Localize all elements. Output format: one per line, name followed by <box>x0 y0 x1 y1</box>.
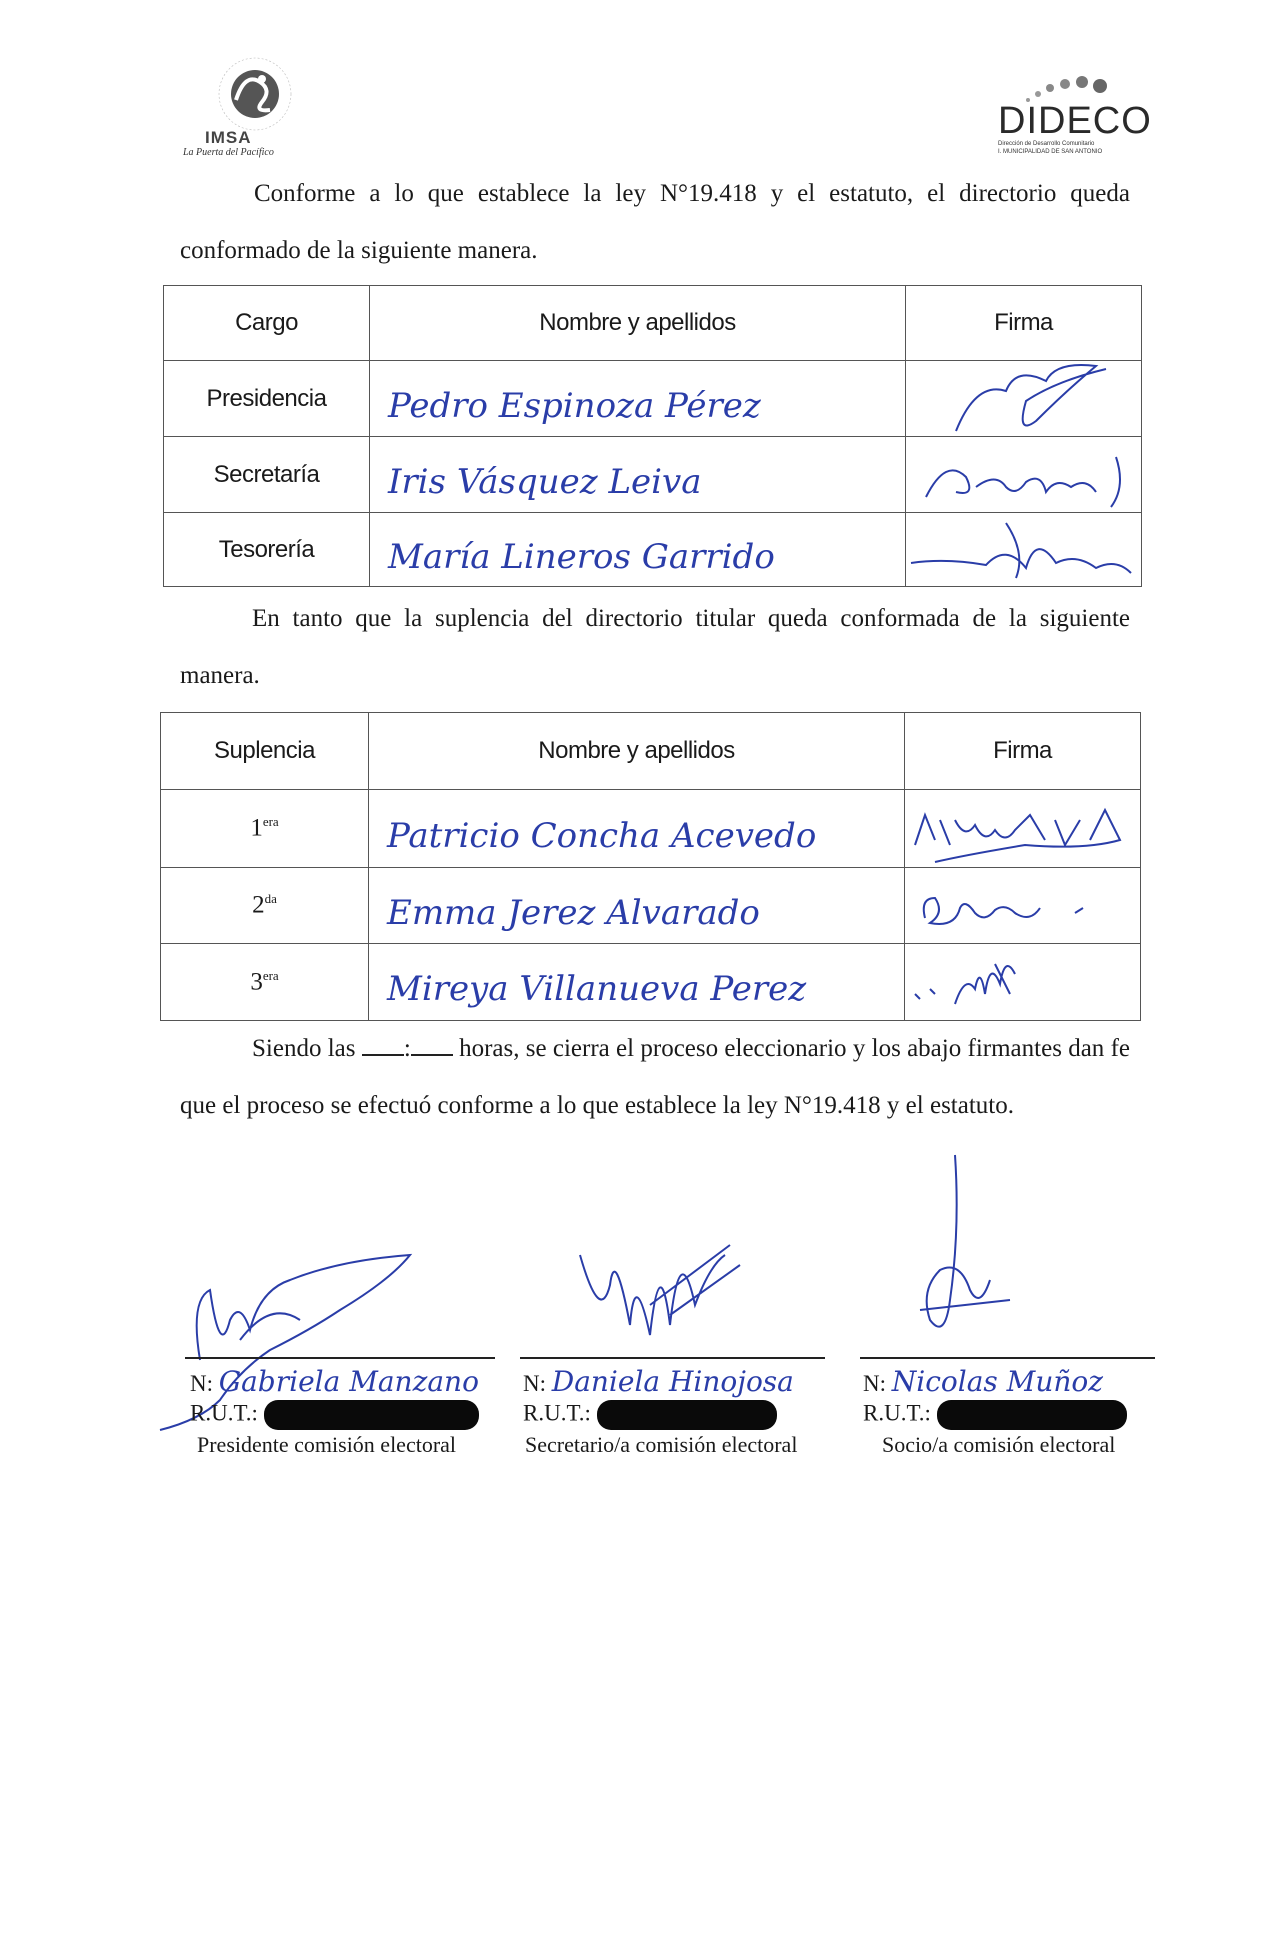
header-cargo: Cargo <box>164 286 370 361</box>
handwritten-name: Nicolas Muñoz <box>891 1365 1104 1398</box>
signature-cell <box>906 361 1142 437</box>
name-cell <box>370 513 906 587</box>
table-row <box>164 513 1142 587</box>
signature-cell <box>905 944 1141 1021</box>
signature-cell <box>906 437 1142 513</box>
signatory-rut-row: R.U.T.: <box>523 1400 777 1430</box>
handwritten-name: Iris Vásquez Leiva <box>388 461 702 502</box>
handwritten-name: Pedro Espinoza Pérez <box>388 385 761 426</box>
table-row <box>164 361 1142 437</box>
suplencia-number: $3^{era}$ <box>161 944 369 1021</box>
table-row <box>164 437 1142 513</box>
header-firma: Firma <box>906 286 1142 361</box>
handwritten-signature <box>905 868 1140 944</box>
handwritten-signature <box>906 513 1141 587</box>
signatory-rut-row: R.U.T.: <box>863 1400 1127 1430</box>
cargo-cell: Secretaría <box>164 437 370 513</box>
suplencia-number: $2^{da}$ <box>161 868 369 944</box>
table-row <box>161 790 1141 868</box>
name-cell <box>370 361 906 437</box>
handwritten-name: Emma Jerez Alvarado <box>387 892 760 933</box>
name-cell <box>370 437 906 513</box>
signatory-role: Presidente comisión electoral <box>197 1432 457 1457</box>
hour-blank <box>362 1034 404 1056</box>
directorio-table <box>163 285 1142 587</box>
name-cell <box>369 790 905 868</box>
signature-cell <box>906 513 1142 587</box>
handwritten-signature <box>906 361 1141 437</box>
header-suplencia: Suplencia <box>161 713 369 790</box>
imsa-name: IMSA <box>205 128 252 147</box>
signatory-role: Secretario/a comisión electoral <box>525 1432 798 1457</box>
table-row <box>161 868 1141 944</box>
redacted-rut <box>264 1400 479 1430</box>
handwritten-name: Patricio Concha Acevedo <box>387 815 817 856</box>
minute-blank <box>411 1034 453 1056</box>
handwritten-signature <box>905 944 1140 1021</box>
handwritten-signature <box>906 437 1141 513</box>
cargo-cell: Presidencia <box>164 361 370 437</box>
name-cell <box>369 944 905 1021</box>
signature-line <box>520 1357 825 1359</box>
closing-paragraph: Siendo las : horas, se cierra el proceso eleccionario y los abajo firmantes dan fe que el proceso se efectuó conforme a lo que establece la ley N°19.418 y el estatuto. <box>180 1035 1131 1119</box>
table-header-row <box>164 286 1142 361</box>
handwritten-name: Mireya Villanueva Perez <box>387 969 807 1009</box>
table-header-row <box>161 713 1141 790</box>
intro-paragraph: Conforme a lo que establece la ley N°19.418 y el estatuto, el directorio queda conformado de la siguiente manera. <box>180 180 1130 264</box>
header-firma: Firma <box>905 713 1141 790</box>
table-row <box>161 944 1141 1021</box>
signature-cell <box>905 868 1141 944</box>
signature-socio <box>900 1150 1020 1350</box>
signature-secretario <box>560 1225 760 1365</box>
name-cell <box>369 868 905 944</box>
suplencia-table <box>160 712 1141 1021</box>
handwritten-signature <box>905 790 1140 868</box>
header-nombre: Nombre y apellidos <box>369 713 905 790</box>
signature-line <box>860 1357 1155 1359</box>
handwritten-name: Daniela Hinojosa <box>551 1365 794 1398</box>
signatory-name-row: N: Daniela Hinojosa <box>523 1365 794 1398</box>
signatory-name-row: N: Nicolas Muñoz <box>863 1365 1104 1398</box>
dideco-subtitle: Dirección de Desarrollo Comunitario <box>998 141 1095 147</box>
signatory-role: Socio/a comisión electoral <box>882 1432 1116 1457</box>
imsa-motto: La Puerta del Pacífico <box>183 147 274 158</box>
signature-cell <box>905 790 1141 868</box>
dideco-municipality: I. MUNICIPALIDAD DE SAN ANTONIO <box>998 149 1103 155</box>
signatory-rut-row: R.U.T.: <box>190 1400 479 1430</box>
handwritten-name: María Lineros Garrido <box>388 536 775 577</box>
redacted-rut <box>597 1400 777 1430</box>
handwritten-name: Gabriela Manzano <box>218 1365 479 1398</box>
signatory-name-row: N: Gabriela Manzano <box>190 1365 479 1398</box>
suplencia-number: $1^{era}$ <box>161 790 369 868</box>
header-nombre: Nombre y apellidos <box>370 286 906 361</box>
signature-line <box>185 1357 495 1359</box>
cargo-cell: Tesorería <box>164 513 370 587</box>
suplencia-paragraph: En tanto que la suplencia del directorio titular queda conformada de la siguiente manera. <box>180 605 1130 689</box>
redacted-rut <box>937 1400 1127 1430</box>
dideco-name: DIDECO <box>998 100 1152 142</box>
